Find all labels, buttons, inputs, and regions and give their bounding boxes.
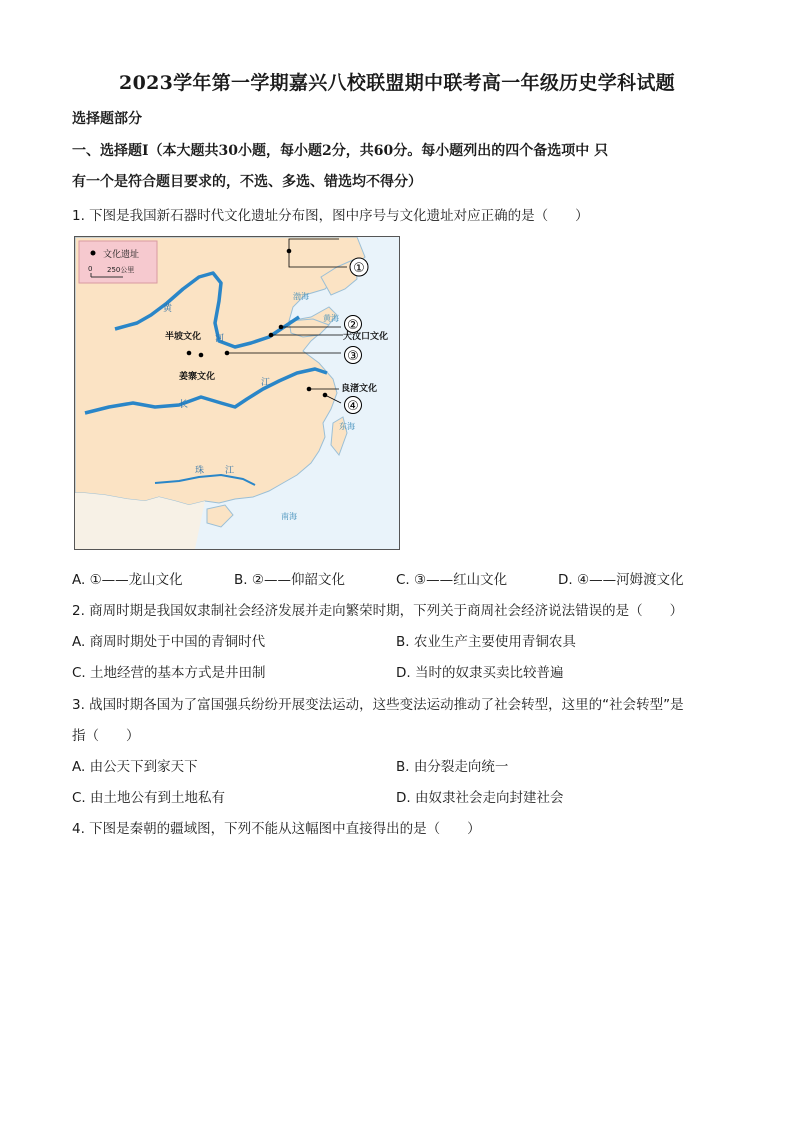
label-chang: 长 — [179, 400, 189, 410]
q2-option-b: B. 农业生产主要使用青铜农具 — [396, 634, 576, 650]
q3-option-d: D. 由奴隶社会走向封建社会 — [396, 790, 564, 806]
marker-3 — [345, 347, 362, 365]
label-bohai: 渤海 — [293, 292, 309, 301]
q2-option-c: C. 土地经营的基本方式是井田制 — [72, 665, 266, 681]
legend-title: 文化遗址 — [103, 250, 140, 260]
site-dot-banpo — [187, 351, 192, 356]
q1-option-c: C. ③——红山文化 — [396, 572, 508, 588]
svg-text:①: ① — [353, 261, 365, 276]
q3-option-a: A. 由公天下到家天下 — [72, 759, 198, 775]
scale-label: 250公里 — [107, 266, 135, 274]
label-nanhai: 南海 — [281, 512, 297, 521]
q2-stem: 2. 商周时期是我国奴隶制社会经济发展并走向繁荣时期，下列关于商周社会经济说法错误的是（ ） — [72, 603, 684, 619]
q1-option-a: A. ①——龙山文化 — [72, 572, 183, 588]
site-dot-jiangzhai — [199, 353, 204, 358]
q3-option-b: B. 由分裂走向统一 — [396, 759, 509, 775]
label-jiangzhai: 姜寨文化 — [179, 372, 216, 382]
label-he: 河 — [215, 334, 225, 344]
label-donghai: 东海 — [339, 422, 355, 431]
q1-stem: 1. 下图是我国新石器时代文化遗址分布图，图中序号与文化遗址对应正确的是（ ） — [72, 208, 589, 224]
marker-2 — [345, 316, 362, 334]
section-label: 选择题部分 — [72, 111, 142, 127]
q2-option-d: D. 当时的奴隶买卖比较普遍 — [396, 665, 564, 681]
label-huang: 黄 — [163, 304, 173, 314]
q1-option-b: B. ②——仰韶文化 — [234, 572, 345, 588]
instructions-line1: 一、选择题Ⅰ（本大题共30小题，每小题2分，共60分。每小题列出的四个备选项中 只 — [72, 143, 609, 159]
label-liangzhu: 良渚文化 — [341, 384, 378, 394]
instructions-line2: 有一个是符合题目要求的，不选、多选、错选均不得分） — [72, 174, 422, 190]
label-banpo: 半坡文化 — [165, 332, 202, 342]
svg-text:④: ④ — [347, 399, 359, 414]
q3-stem-line2: 指（ ） — [72, 728, 140, 744]
label-huanghai: 黄海 — [323, 314, 339, 323]
marker-4 — [345, 397, 362, 415]
neolithic-sites-map — [74, 236, 400, 550]
scale-zero: 0 — [88, 265, 93, 273]
label-jiang: 江 — [261, 378, 271, 388]
q1-option-d: D. ④——河姆渡文化 — [558, 572, 684, 588]
page-title: 2023学年第一学期嘉兴八校联盟期中联考高一年级历史学科试题 — [119, 72, 675, 94]
label-jiang2: 江 — [225, 466, 235, 476]
svg-text:③: ③ — [347, 349, 359, 364]
q4-stem: 4. 下图是秦朝的疆域图，下列不能从这幅图中直接得出的是（ ） — [72, 821, 481, 837]
q3-stem-line1: 3. 战国时期各国为了富国强兵纷纷开展变法运动，这些变法运动推动了社会转型，这里的“社会转型”是 — [72, 697, 684, 713]
label-zhu: 珠 — [195, 466, 205, 476]
q3-option-c: C. 由土地公有到土地私有 — [72, 790, 226, 806]
label-dawenkou: 大汶口文化 — [343, 332, 389, 342]
svg-text:②: ② — [347, 318, 359, 333]
marker-1 — [350, 258, 368, 276]
q2-option-a: A. 商周时期处于中国的青铜时代 — [72, 634, 266, 650]
